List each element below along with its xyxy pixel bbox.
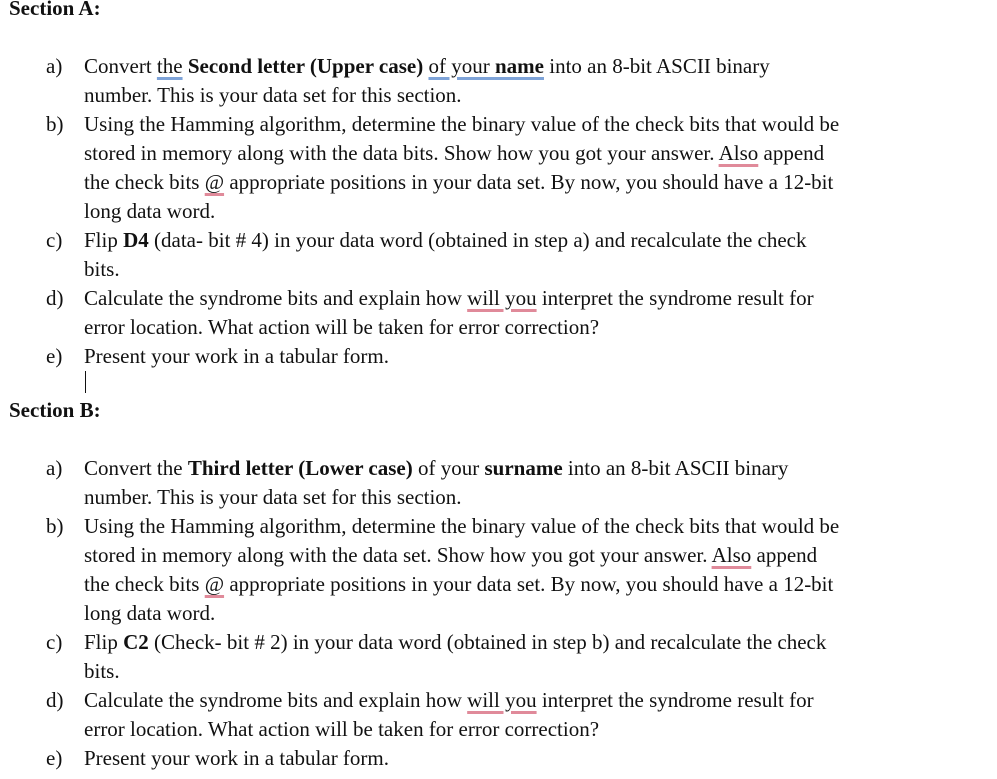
question-item-b — [0, 110, 997, 226]
spelling-flagged-text: will you — [467, 286, 537, 310]
question-text-line — [84, 686, 987, 715]
question-text-line — [84, 541, 987, 570]
question-marker: d) — [46, 688, 64, 712]
question-text-line — [84, 313, 987, 342]
text-segment: interpret the syndrome result for — [536, 688, 814, 712]
question-item-a — [0, 52, 997, 110]
grammar-flagged-text: the — [156, 54, 183, 78]
text-segment: Using the Hamming algorithm, determine the binary value of the check bits that would be — [84, 112, 840, 136]
text-segment: Flip — [84, 228, 124, 252]
question-marker: e) — [46, 746, 63, 770]
question-marker: d) — [46, 286, 64, 310]
text-segment: of your — [412, 456, 485, 480]
text-segment: Convert the — [84, 456, 188, 480]
text-segment: Present your work in a tabular form. — [84, 746, 390, 770]
spelling-flagged-text: Also — [711, 543, 752, 567]
section-b-heading: Section B: — [9, 398, 101, 422]
text-segment: Calculate the syndrome bits and explain how — [84, 688, 468, 712]
text-segment: Convert — [84, 54, 157, 78]
question-marker: e) — [46, 344, 63, 368]
text-segment: interpret the syndrome result for — [536, 286, 814, 310]
question-item-d — [0, 284, 997, 342]
question-item-b — [0, 512, 997, 628]
text-segment: stored in memory along with the data bits. Show how you got your answer. — [84, 141, 719, 165]
question-item-c — [0, 628, 997, 686]
question-text-line — [84, 197, 987, 226]
question-text-line — [84, 599, 987, 628]
bold-text: C2 — [123, 630, 149, 654]
question-text-line — [84, 226, 987, 255]
spelling-flagged-text: Also — [718, 141, 759, 165]
question-text-line — [84, 110, 987, 139]
section-a-heading: Section A: — [9, 0, 101, 20]
text-segment: appropriate positions in your data set. By now, you should have a 12-bit — [224, 170, 834, 194]
question-item-e — [0, 744, 997, 773]
bold-text: Third letter (Lower case) — [187, 456, 413, 480]
text-segment: bits. — [84, 257, 120, 281]
bold-text: D4 — [123, 228, 149, 252]
question-text-line — [84, 52, 987, 81]
text-segment: error location. What action will be taken for error correction? — [84, 717, 600, 741]
text-segment: number. This is your data set for this section. — [84, 83, 462, 107]
text-segment: Calculate the syndrome bits and explain how — [84, 286, 468, 310]
question-text-line — [84, 168, 987, 197]
spelling-flagged-text: will you — [467, 688, 537, 712]
question-text-line — [84, 139, 987, 168]
text-segment: appropriate positions in your data set. By now, you should have a 12-bit — [224, 572, 834, 596]
section-a-question-list — [0, 52, 997, 371]
text-segment: append — [758, 141, 825, 165]
question-text-line — [84, 570, 987, 599]
question-text-line — [84, 255, 987, 284]
question-text-line — [84, 454, 987, 483]
text-segment: long data word. — [84, 601, 216, 625]
question-text-line — [84, 342, 987, 371]
spelling-flagged-text: @ — [204, 572, 225, 596]
question-text-line — [84, 744, 987, 773]
text-segment: the check bits — [84, 572, 205, 596]
question-marker: a) — [46, 54, 63, 78]
text-segment: Flip — [84, 630, 124, 654]
section-b-question-list — [0, 454, 997, 773]
question-text-line — [84, 715, 987, 744]
question-text-line — [84, 284, 987, 313]
question-item-e — [0, 342, 997, 371]
grammar-flagged-text: of your — [428, 54, 495, 78]
spelling-flagged-text: @ — [204, 170, 225, 194]
question-marker: c) — [46, 630, 63, 654]
text-segment: Present your work in a tabular form. — [84, 344, 390, 368]
text-segment: (data- bit # 4) in your data word (obtained in step a) and recalculate the check — [148, 228, 807, 252]
question-text-line — [84, 81, 987, 110]
question-marker: b) — [46, 514, 64, 538]
text-segment: number. This is your data set for this section. — [84, 485, 462, 509]
text-segment: long data word. — [84, 199, 216, 223]
question-marker: a) — [46, 456, 63, 480]
question-item-a — [0, 454, 997, 512]
text-segment: the check bits — [84, 170, 205, 194]
question-text-line — [84, 628, 987, 657]
question-marker: c) — [46, 228, 63, 252]
text-segment: stored in memory along with the data set. Show how you got your answer. — [84, 543, 712, 567]
question-text-line — [84, 657, 987, 686]
question-marker: b) — [46, 112, 64, 136]
bold-text: surname — [484, 456, 563, 480]
question-item-d — [0, 686, 997, 744]
question-text-line — [84, 512, 987, 541]
text-segment: bits. — [84, 659, 120, 683]
text-segment: Using the Hamming algorithm, determine the binary value of the check bits that would be — [84, 514, 840, 538]
text-cursor — [85, 371, 86, 393]
question-item-c — [0, 226, 997, 284]
bold-text: Second letter (Upper case) — [187, 54, 424, 78]
text-segment: into an 8-bit ASCII binary — [543, 54, 770, 78]
text-segment: (Check- bit # 2) in your data word (obtained in step b) and recalculate the check — [148, 630, 827, 654]
text-segment: into an 8-bit ASCII binary — [562, 456, 789, 480]
question-text-line — [84, 483, 987, 512]
text-segment: append — [751, 543, 818, 567]
grammar-flagged-text: name — [494, 54, 544, 78]
text-segment: error location. What action will be taken for error correction? — [84, 315, 600, 339]
